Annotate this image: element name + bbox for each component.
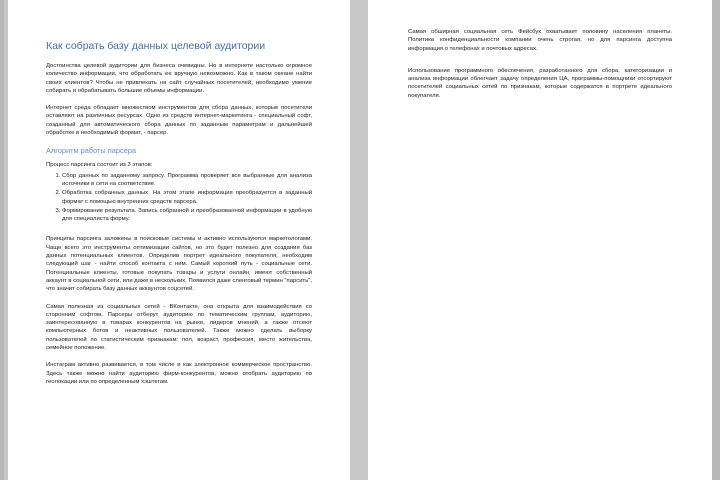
paragraph-body-3: Инстаграм активно развивается, в том числе и как электронное коммерческое пространство. Здесь также можно найти аудиторию фирм-конкурентов, можно отобрать аудиторию по геолокации или по определенным хэштегам.	[46, 362, 312, 385]
document-title: Как собрать базу данных целевой аудитории	[46, 40, 266, 52]
paragraph-page2-1: Самая обширная социальная сеть Фейсбук охватывает половину населения планеты. Политика конфиденциальности компании очень строгая, но для парсинга доступна информация о телефонах и почтовых адресах.	[408, 29, 672, 52]
page-gap	[350, 0, 368, 480]
left-margin-strip	[0, 0, 4, 480]
step-item: 1. Сбор данных по заданному запросу. Программа проверяет все выбранные для анализа источники в сети на соответствие.	[62, 172, 312, 189]
section-heading: Алгоритм работы парсера	[46, 146, 137, 156]
step-item: 3. Формирование результата. Запись собранной и преобразованной информации в удобную для специалиста форму.	[62, 207, 312, 224]
steps-intro: Процесс парсинга состоит из 3 этапов:	[46, 162, 153, 169]
paragraph-intro-2: Интернет среда обладает множеством инструментов для сбора данных, которые посетители оставляют на различных ресурсах. Одно из средств интернет-маркетинга - специальный софт, созданный для автоматического сбора данных по заданным параметрам и дальнейшей обработке в необходимый формат, - парсер.	[46, 105, 312, 137]
paragraph-body-1: Принципы парсинга заложены в поисковые системы и активно используются маркетологами. Чаще всего это инструменты оптимизации сайтов, но это будет полезно для создания баз данных потенциальных клиентов. Определив портрет идеального покупателя, необходим следующий шаг - найти способ контакта с ним. Самый короткий путь - социальные сети. Потенциальные клиенты, готовые покупать товары и услуги онлайн, имеют собственный аккаунт в социальной сети, или даже в нескольких. Появился даже сленговый термин "парсить", что значит собирать базу данных аккаунтов соцсетей.	[46, 236, 312, 293]
paragraph-page2-2: Использование программного обеспечения, разработанного для сбора, категоризации и анализа информации облегчает задачу определения ЦА, программы-помощники отсортируют посетителей социальных сетей по признакам, которые содержатся в портрете идеального покупателя.	[408, 67, 672, 99]
document-page-2	[368, 0, 712, 480]
paragraph-body-2: Самая полезная из социальных сетей - ВКонтакте, она открыта для взаимодействия со сторонним софтом. Парсеры отберут аудиторию по тематическим группам, аудиторию, заинтересованную в товарах конкурентов на рынке, лидеров мнений, а также отсеют компьютерных ботов и неактивных пользователей. Также можно сделать выборку пользователей по статистическим признакам: пол, возраст, профессия, место жительства, семейное положение.	[46, 303, 312, 352]
step-item: 2. Обработка собранных данных. На этом этапе информация преобразуется в заданный формат с помощью внутренних средств парсера.	[62, 189, 312, 206]
paragraph-intro-1: Достоинства целевой аудитории для бизнеса очевидны. Но в интернете настолько огромное количество информации, что обработать ее вручную невозможно. Как в таком океане найти своих клиентов? Чтобы не привлекать на сайт случайных посетителей, необходимо умение собирать и обрабатывать большие объемы информации.	[46, 63, 312, 94]
right-margin-strip	[712, 0, 720, 480]
steps-list	[46, 172, 312, 224]
document-page-1	[8, 0, 350, 480]
